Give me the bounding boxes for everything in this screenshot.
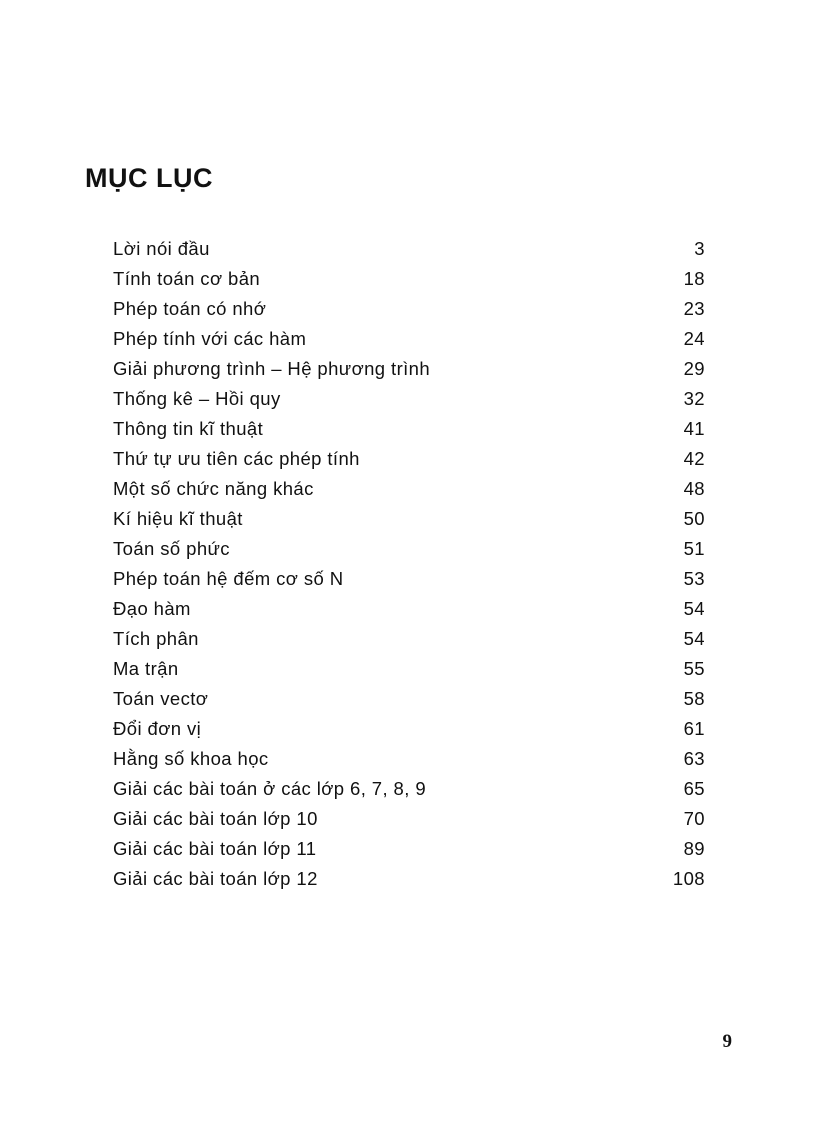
toc-entry-page: 3 (694, 238, 705, 259)
page-title: MỤC LỤC (85, 163, 213, 193)
toc-entry[interactable] (113, 654, 705, 684)
toc-entry[interactable] (113, 594, 705, 624)
toc-entry[interactable] (113, 354, 705, 384)
toc-entry[interactable] (113, 474, 705, 504)
toc-entry-title: Ma trận (113, 658, 179, 679)
toc-entry-title: Một số chức năng khác (113, 478, 314, 499)
toc-entry-title: Tính toán cơ bản (113, 268, 261, 289)
toc-entry[interactable] (113, 624, 705, 654)
toc-entry[interactable] (113, 414, 705, 444)
toc-entry-page: 63 (683, 748, 705, 769)
toc-entry[interactable] (113, 324, 705, 354)
toc-entry[interactable] (113, 804, 705, 834)
toc-entry-title: Kí hiệu kĩ thuật (113, 508, 243, 529)
toc-entry[interactable] (113, 534, 705, 564)
toc-entry[interactable] (113, 864, 705, 894)
toc-entry[interactable] (113, 564, 705, 594)
toc-entry-title: Lời nói đầu (113, 238, 210, 259)
toc-entry[interactable] (113, 384, 705, 414)
toc-entry-title: Toán số phức (113, 538, 230, 559)
toc-entry[interactable] (113, 234, 705, 264)
toc-entry-title: Giải các bài toán lớp 12 (113, 868, 318, 889)
toc-entry-page: 53 (683, 568, 705, 589)
toc-entry[interactable] (113, 444, 705, 474)
toc-entry-title: Giải phương trình – Hệ phương trình (113, 358, 431, 379)
table-of-contents (113, 234, 705, 894)
toc-entry[interactable] (113, 744, 705, 774)
page-number: 9 (722, 1031, 732, 1052)
toc-entry-page: 42 (683, 448, 705, 469)
toc-entry-page: 65 (683, 778, 705, 799)
toc-entry-title: Phép toán hệ đếm cơ số N (113, 568, 344, 589)
toc-entry-title: Thống kê – Hồi quy (113, 388, 281, 409)
toc-entry-title: Đạo hàm (113, 598, 191, 619)
toc-entry-title: Thông tin kĩ thuật (113, 418, 264, 439)
toc-entry[interactable] (113, 684, 705, 714)
toc-entry-page: 23 (683, 298, 705, 319)
toc-entry-page: 32 (683, 388, 705, 409)
toc-entry[interactable] (113, 264, 705, 294)
toc-entry-page: 54 (683, 628, 705, 649)
toc-entry-page: 55 (683, 658, 705, 679)
toc-entry-page: 58 (683, 688, 705, 709)
toc-entry-page: 18 (683, 268, 705, 289)
toc-entry[interactable] (113, 504, 705, 534)
toc-entry-title: Toán vectơ (113, 688, 209, 709)
toc-entry[interactable] (113, 714, 705, 744)
toc-entry-title: Tích phân (113, 628, 199, 649)
toc-entry-title: Phép tính với các hàm (113, 328, 307, 349)
toc-entry-page: 50 (683, 508, 705, 529)
toc-entry-page: 54 (683, 598, 705, 619)
toc-entry-page: 51 (683, 538, 705, 559)
toc-entry-title: Hằng số khoa học (113, 748, 269, 769)
toc-entry-page: 41 (683, 418, 705, 439)
toc-entry-page: 61 (683, 718, 705, 739)
toc-entry-title: Phép toán có nhớ (113, 298, 267, 319)
toc-entry-title: Đổi đơn vị (113, 718, 202, 739)
toc-entry-page: 24 (683, 328, 705, 349)
toc-entry-title: Giải các bài toán lớp 11 (113, 838, 317, 859)
toc-entry[interactable] (113, 834, 705, 864)
toc-entry-page: 48 (683, 478, 705, 499)
toc-entry-page: 89 (683, 838, 705, 859)
toc-entry[interactable] (113, 774, 705, 804)
toc-entry-title: Giải các bài toán lớp 10 (113, 808, 318, 829)
toc-entry[interactable] (113, 294, 705, 324)
toc-entry-title: Giải các bài toán ở các lớp 6, 7, 8, 9 (113, 778, 427, 799)
toc-entry-page: 70 (683, 808, 705, 829)
toc-entry-page: 29 (683, 358, 705, 379)
toc-entry-page: 108 (672, 868, 705, 889)
toc-entry-title: Thứ tự ưu tiên các phép tính (113, 448, 360, 469)
